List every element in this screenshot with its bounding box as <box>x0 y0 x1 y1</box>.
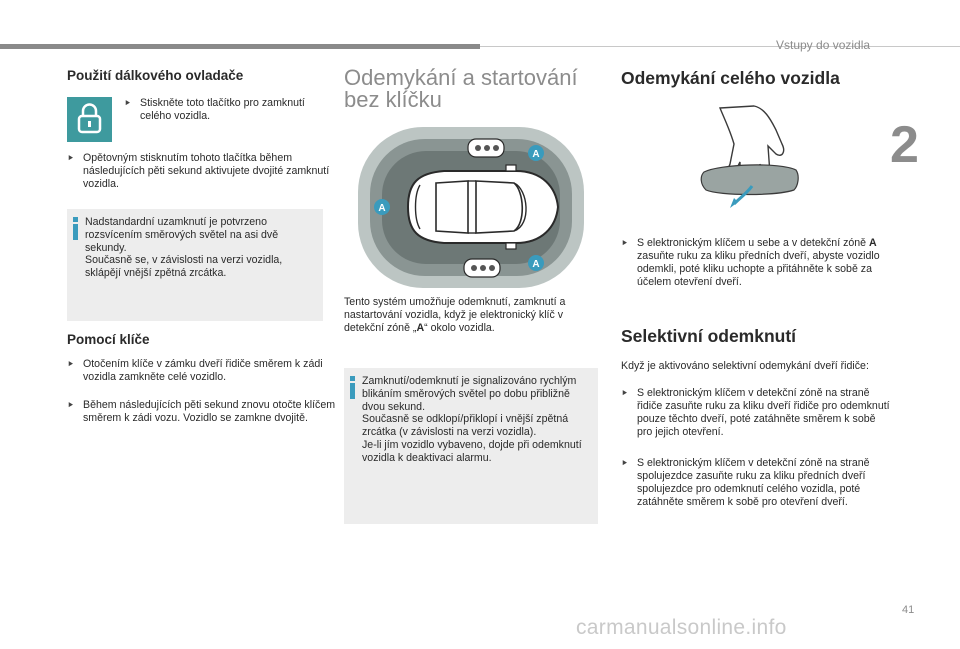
header-rule <box>480 46 960 47</box>
title-keyless: Odemykání a startování bez klíčku <box>344 65 578 112</box>
bullet-arrow-icon: ⯈ <box>67 359 75 369</box>
padlock-icon <box>67 97 112 142</box>
full-unlock-step: ⯈ S elektronickým klíčem u sebe a v detekční zóně A zasuňte ruku za kliku předních dveří, abyste vozidlo odemkli, poté kliku uchopte a přitáhněte k sobě za účelem otevření dveří. <box>621 237 880 288</box>
bullet-arrow-icon: ⯈ <box>67 400 75 410</box>
key-fob-icon <box>464 259 500 277</box>
zone-a-marker <box>374 199 390 215</box>
bullet-arrow-icon: ⯈ <box>621 388 629 398</box>
lock-button-illustration <box>67 97 112 142</box>
selective-intro: Když je aktivováno selektivní odemykání dveří řidiče: <box>621 360 869 372</box>
svg-text:A: A <box>532 259 540 270</box>
heading-key: Pomocí klíče <box>67 332 150 347</box>
zone-a-marker <box>528 145 544 161</box>
bullet-arrow-icon: ⯈ <box>124 98 132 108</box>
section-title: Vstupy do vozidla <box>776 38 871 52</box>
info-text: Současně se, v závislosti na verzi vozidla, sklápějí vnější zpětná zrcátka. <box>85 254 283 280</box>
heading-remote: Použití dálkového ovladače <box>67 68 244 83</box>
info-text: Je-li jím vozidlo vybaveno, dojde při odemknutí vozidla k deaktivaci alarmu. <box>362 438 582 464</box>
selective-step-2: ⯈ S elektronickým klíčem v detekční zóně na straně spolujezdce zasuňte ruku za kliku předních dveří spolujezdce pro odemknutí celého vozidla, poté zatáhněte směrem k sobě pro otevření dveří. <box>621 457 870 508</box>
info-text: Nadstandardní uzamknutí je potvrzeno rozsvícením směrových světel na asi dvě sekundy. <box>85 216 279 254</box>
car-top-view <box>408 165 558 249</box>
key-fob-icon <box>468 139 504 157</box>
detection-zone-illustration <box>356 125 586 290</box>
info-icon <box>73 217 79 240</box>
info-box-deadlock <box>67 209 323 321</box>
page-number: 41 <box>902 604 915 616</box>
key-step-1: ⯈ Otočením klíče v zámku dveří řidiče směrem k zádi vozidla zamkněte celé vozidlo. <box>67 358 323 383</box>
heading-full-unlock: Odemykání celého vozidla <box>621 68 840 88</box>
selective-step-1: ⯈ S elektronickým klíčem v detekční zóně na straně řidiče zasuňte ruku za kliku dveří řidiče pro odemknutí pouze těchto dveří, poté zatáhněte směrem k sobě pro jejich otevření. <box>621 387 890 438</box>
info-icon <box>350 376 356 399</box>
chapter-number: 2 <box>890 116 919 174</box>
info-text: Zamknutí/odemknutí je signalizováno rychlým blikáním směrových světel po dobu přibližně dvou sekund. <box>362 375 577 413</box>
header-bar <box>0 44 480 49</box>
keyless-description: Tento systém umožňuje odemknutí, zamknutí a nastartování vozidla, když je elektronický klíč v detekční zóně „A“ okolo vozidla. <box>344 296 566 334</box>
bullet-arrow-icon: ⯈ <box>67 153 75 163</box>
key-step-2: ⯈ Během následujících pěti sekund znovu otočte klíčem směrem k zádi vozu. Vozidlo se zamkne dvojitě. <box>67 399 336 424</box>
zone-a-marker <box>528 255 544 271</box>
bullet-arrow-icon: ⯈ <box>621 458 629 468</box>
info-text: Současně se odklopí/přiklopí i vnější zpětná zrcátka (v závislosti na verzi vozidla). <box>362 413 569 439</box>
watermark: carmanualsonline.info <box>576 616 787 639</box>
svg-text:A: A <box>532 149 540 160</box>
remote-double-step: ⯈ Opětovným stisknutím tohoto tlačítka během následujících pěti sekund aktivujete dvojité zamknutí vozidla. <box>67 152 330 190</box>
remote-lock-step: ⯈ Stiskněte toto tlačítko pro zamknutí celého vozidla. <box>124 97 305 122</box>
svg-text:A: A <box>378 203 386 214</box>
info-box-signal <box>344 368 598 524</box>
door-handle-hand-illustration <box>690 104 810 216</box>
bullet-arrow-icon: ⯈ <box>621 238 629 248</box>
heading-selective: Selektivní odemknutí <box>621 326 797 346</box>
